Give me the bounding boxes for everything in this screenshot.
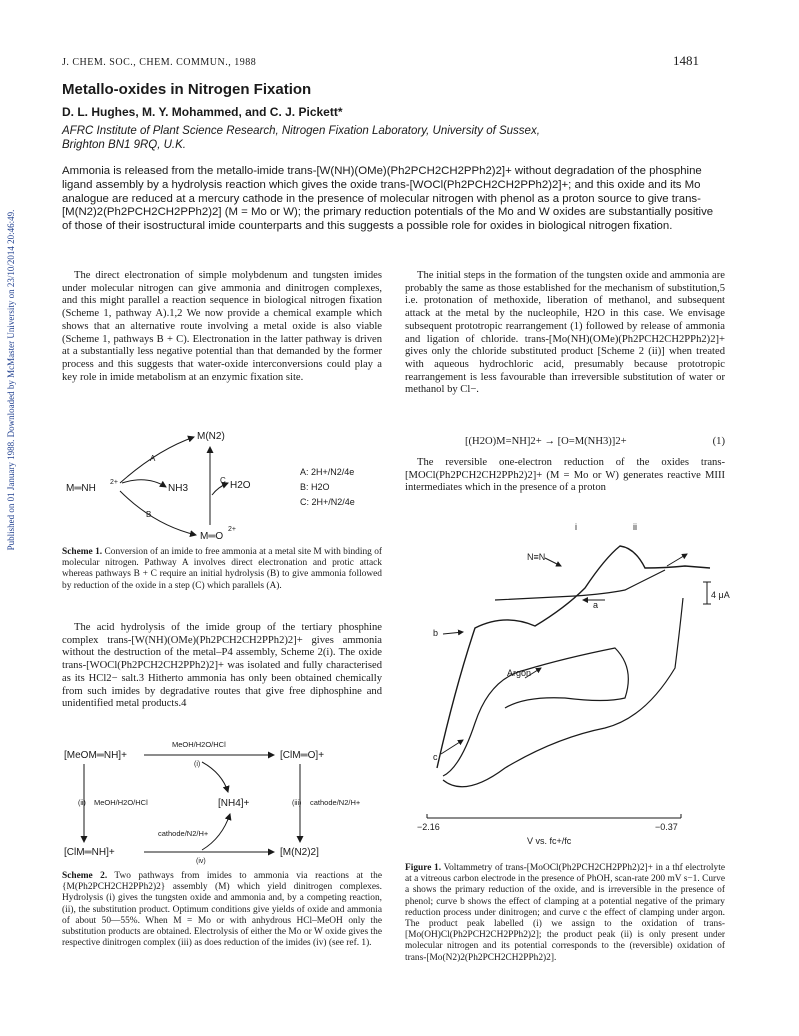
abstract: Ammonia is released from the metallo-imide trans-[W(NH)(OMe)(Ph2PCH2CH2PPh2)2]+ without degradation of the phosphine ligand assembly by a hydrolysis reaction which gives the oxide trans-[WOCl(Ph2PCH2CH2PPh2)2]+; and this oxide and its Mo analogue are reduced at a mercury cathode in the presence of molecular nitrogen with phenol as a proton source to give trans-[M(N2)2(Ph2PCH2CH2PPh2)2] (M = Mo or W); the primary reduction potentials of the Mo and W oxides are substantially positive of those of their isostructural imide counterparts and this suggests a possible role for oxides in biological nitrogen fixation. xyxy=(62,165,714,233)
scheme2-mid-left-reagent: MeOH/H2O/HCl xyxy=(94,798,148,807)
fig1-scale-label: 4 μA xyxy=(711,590,730,600)
scheme1-legend-b: B: H2O xyxy=(300,482,330,492)
figure-1-voltammogram xyxy=(415,518,735,848)
article-authors: D. L. Hughes, M. Y. Mohammed, and C. J. Pickett* xyxy=(62,105,343,119)
figure-1-caption-label: Figure 1. xyxy=(405,863,442,873)
fig1-axis-label: V vs. fc+/fc xyxy=(527,836,572,846)
fig1-curve-a: a xyxy=(593,600,599,610)
scheme2-mid-right-step: (iii) xyxy=(292,800,302,807)
scheme1-nh3: NH3 xyxy=(168,483,189,494)
article-title: Metallo-oxides in Nitrogen Fixation xyxy=(62,81,312,98)
fig1-arrow-n2 xyxy=(545,558,561,566)
equation-1 xyxy=(465,436,725,447)
scheme1-arrow-b xyxy=(120,491,196,535)
scheme2-bottom-right: [M(N2)2] xyxy=(280,847,319,858)
scheme-1-caption-label: Scheme 1. xyxy=(62,547,103,557)
scheme-2-caption-text: Two pathways from imides to ammonia via reactions at the {M(Ph2PCH2CH2PPh2)2} assembly (M) which yield dinitrogen complexes. Hydrolysis (i) gives the tungsten oxide and ammonia and, by a competing reaction, (ii), the substitution product. Optimum conditions give yields of oxide and ammonia of about 50—55%. When M = Mo or with anhydrous HCl–MeOH only the substitution products are obtained. Electrolysis of either the Mo or W oxide gives the respective dinitrogen complex (iii) as does reduction of the imides (iv) (see ref. 1). xyxy=(62,871,382,949)
fig1-peak-ii: ii xyxy=(633,522,637,532)
download-note-text: Published on 01 January 1988. Downloaded by McMaster University on 23/10/2014 20:46:49. xyxy=(6,209,16,551)
scheme2-mid-right-reagent: cathode/N2/H+ xyxy=(310,798,361,807)
scheme2-bottom-left: [ClM═NH]+ xyxy=(64,847,115,858)
fig1-axis-right: −0.37 xyxy=(655,822,678,832)
fig1-arrow-peak xyxy=(667,554,687,566)
fig1-axis-left: −2.16 xyxy=(417,822,440,832)
download-note xyxy=(4,120,18,640)
scheme-1-diagram xyxy=(62,425,392,545)
equation-1-text: [(H2O)M=NH]2+ → [O=M(NH3)]2+ xyxy=(465,436,627,447)
body-col1-para1: The direct electronation of simple molybdenum and tungsten imides under molecular nitrogen can give ammonia and dinitrogen complexes, and this might parallel a reaction sequence in biological nitrogen fixation (Scheme 1, pathway A).1,2 We now provide a chemical example which shows that an alternative route involving a metal oxide is also viable (Scheme 1, pathways B + C). Electronation in the latter pathway is driven at a substantially less negative potential than that demanded by the former process and this suggests that water-oxide interconversions could play a key role in imide metabolism at an enzymic fixation site. xyxy=(62,270,382,383)
fig1-arrow-c xyxy=(441,740,463,754)
scheme-1-caption xyxy=(62,547,382,592)
fig1-curve-a-trace xyxy=(495,570,665,600)
body-col2-para1: The initial steps in the formation of the tungsten oxide and ammonia are probably the same as those established for the mechanism of substitution,5 i.e. protonation of methoxide, liberation of methanol, and subsequent attack at the metal by the nucleophile, H2O in this case. We envisage subsequent prototropic rearrangement (1) followed by release of ammonia and ligation of chloride. trans-[Mo(NH)(OMe)(Ph2PCH2CH2PPh2)2]+ gives only the chloride substituted product [Scheme 2 (ii)] when treated with aqueous hydrochloric acid, presumably because prototropic rearrangement is less favourable than irreversible substitution of water or methanol by Cl−. xyxy=(405,270,725,396)
scheme1-arrow-a xyxy=(120,437,194,483)
scheme1-h2o: H2O xyxy=(230,480,251,491)
scheme1-legend-a: A: 2H+/N2/4e xyxy=(300,467,355,477)
journal-header: J. CHEM. SOC., CHEM. COMMUN., 1988 xyxy=(62,57,257,68)
scheme2-top-step: (i) xyxy=(194,761,201,768)
scheme1-legend-c: C: 2H+/N2/4e xyxy=(300,497,355,507)
scheme1-path-c: C xyxy=(220,476,226,485)
scheme1-arrow-nh3 xyxy=(122,480,166,487)
body-col1-para2: The acid hydrolysis of the imide group of the tertiary phosphine complex trans-[W(NH)(OMe)(Ph2PCH2CH2PPh2)2]+ gives ammonia without the destruction of the metal–P4 assembly, Scheme 2(i). The oxide trans-[WOCl(Ph2PCH2CH2PPh2)2]+ was isolated and fully characterised as its HCl2− salt.3 Hitherto ammonia has only been obtained chemically from such imides by degradative routes that give free diphosphine and unidentified metal products.4 xyxy=(62,622,382,710)
scheme1-path-b: B xyxy=(146,510,152,519)
fig1-curve-b: b xyxy=(433,628,439,638)
scheme2-nh4: [NH4]+ xyxy=(218,798,250,809)
affiliation-line-1: AFRC Institute of Plant Science Research, Nitrogen Fixation Laboratory, University of Sussex, xyxy=(62,125,540,137)
scheme1-dinitrogen: M(N2) xyxy=(197,431,225,442)
scheme-1-caption-text: Conversion of an imide to free ammonia at a metal site M with binding of molecular nitrogen. Pathway A involves direct electronation and protic attack whereas pathways B + C require an initial hydrolysis (B) to give ammonia followed by reduction of the oxide in a step (C) which parallels (A). xyxy=(62,547,383,591)
fig1-curve-c-trace xyxy=(443,648,628,776)
affiliation-line-2: Brighton BN1 9RQ, U.K. xyxy=(62,139,186,151)
equation-1-number: (1) xyxy=(712,436,725,447)
scheme2-lower-reagent: cathode/N2/H+ xyxy=(158,829,209,838)
scheme2-top-right: [ClM═O]+ xyxy=(280,750,325,761)
article-affiliation xyxy=(62,124,622,152)
scheme2-top-left: [MeOM═NH]+ xyxy=(64,750,127,761)
fig1-curve-c: c xyxy=(433,752,438,762)
scheme2-bottom-step: (iv) xyxy=(196,858,206,865)
scheme-2-caption xyxy=(62,871,382,949)
scheme2-top-reagent: MeOH/H2O/HCl xyxy=(172,740,226,749)
scheme2-arrow-nh4 xyxy=(202,762,228,792)
scheme1-imide: M═NH xyxy=(66,483,96,494)
scheme-2-caption-label: Scheme 2. xyxy=(62,871,108,881)
scheme1-imide-charge: 2+ xyxy=(110,479,118,486)
scheme1-oxide: M═O xyxy=(200,531,224,542)
figure-1-caption-text: Voltammetry of trans-[MoOCl(Ph2PCH2CH2PPh2)2]+ in a thf electrolyte at a vitreous carbon electrode in the presence of PhOH, scan-rate 200 mV s−1. Curve a shows the primary reduction of the oxide, and is irreversible in the presence of phenol; curve b shows the effect of clamping at a potential negative of the primary reduction process under dinitrogen; and curve c the effect of clamping under argon. The product peak labelled (i) we assign to the oxidation of trans-[Mo(OH)Cl(Ph2PCH2CH2PPh2)2]; the product peak (ii) is only present under molecular nitrogen and its potential corresponds to the (reversible) oxidation of trans-[Mo(N2)2(Ph2PCH2CH2PPh2)2]. xyxy=(405,863,725,963)
body-col2-para2: The reversible one-electron reduction of the oxides trans-[MOCl(Ph2PCH2CH2PPh2)2]+ (M = Mo or W) generates reactive MIII intermediates which in the presence of a proton xyxy=(405,457,725,494)
fig1-peak-i: i xyxy=(575,522,577,532)
fig1-n2-label: N≡N xyxy=(527,552,546,562)
scheme2-mid-left-step: (ii) xyxy=(78,800,86,807)
fig1-arrow-b xyxy=(443,632,463,634)
scheme1-oxide-charge: 2+ xyxy=(228,526,236,533)
scheme-2-diagram xyxy=(62,738,392,866)
figure-1-caption xyxy=(405,863,725,964)
fig1-argon-label: Argon xyxy=(507,668,532,678)
scheme1-path-a: A xyxy=(150,454,156,463)
page-number: 1481 xyxy=(673,53,699,68)
